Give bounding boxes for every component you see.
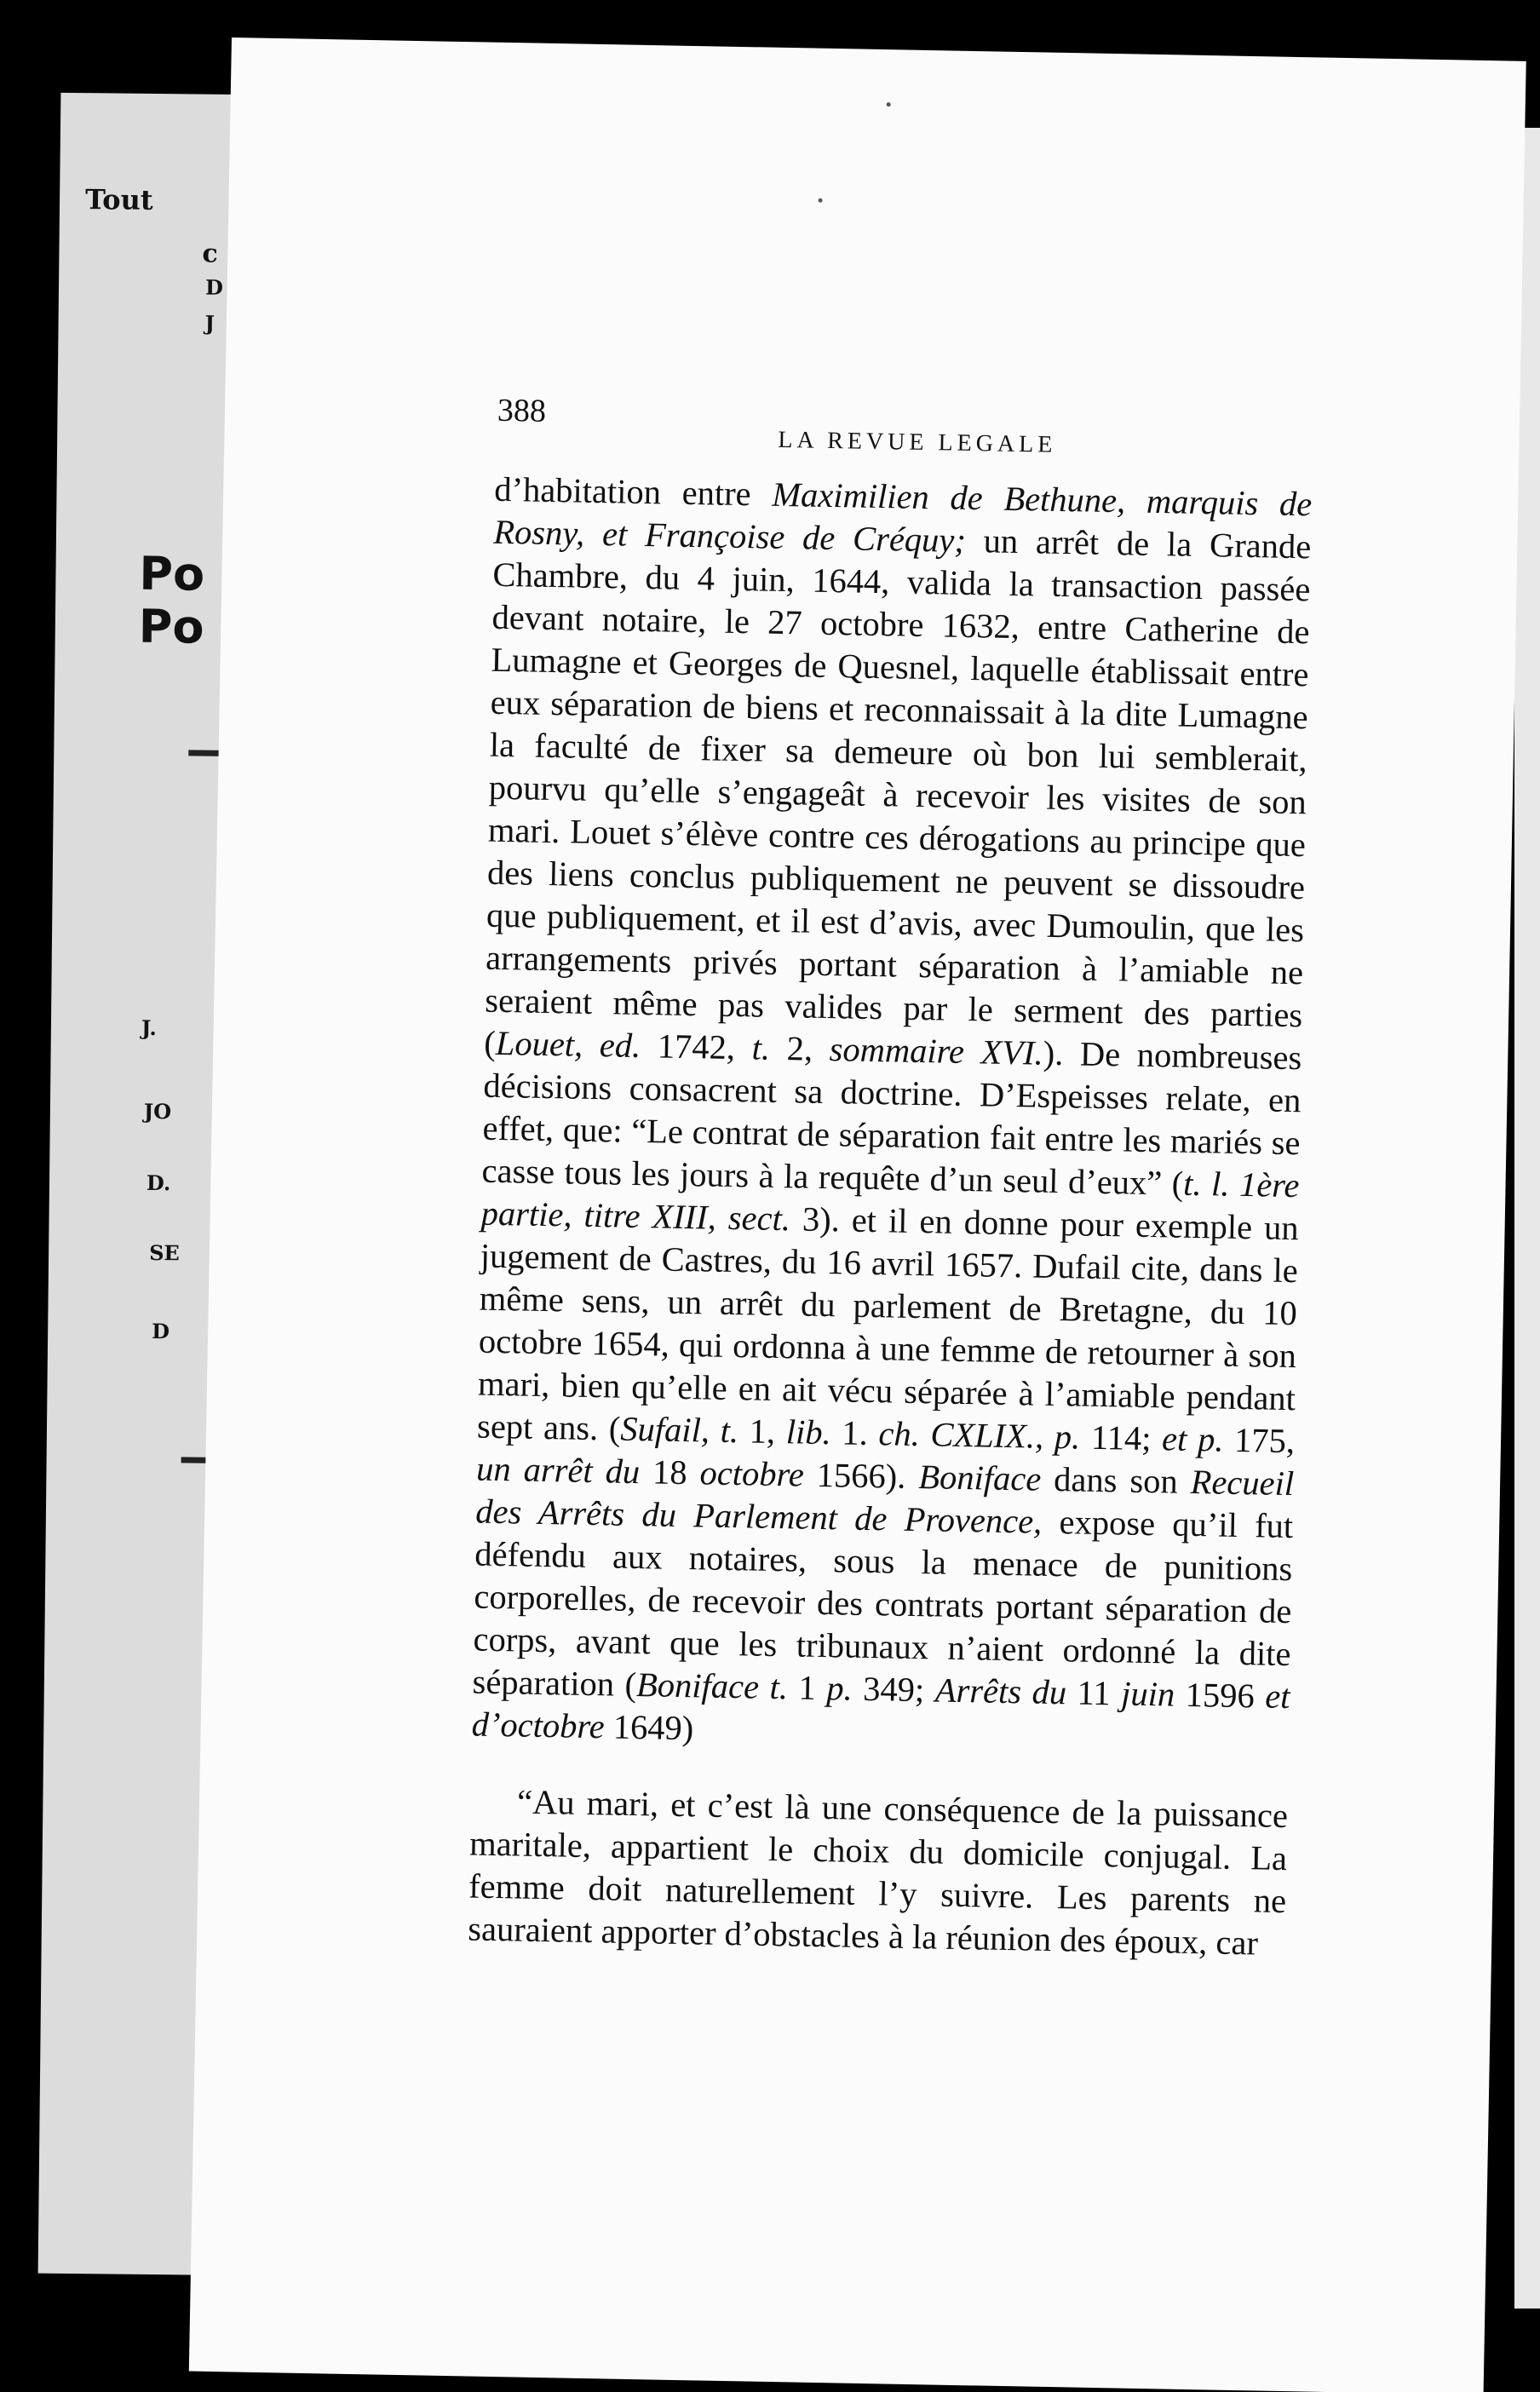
- speck: [887, 102, 891, 106]
- italic-run: t. l. 1ère partie, titre XIII, sect.: [480, 1164, 1300, 1239]
- back-page-fragment: J.: [141, 1015, 157, 1041]
- text-run: 1742,: [640, 1026, 753, 1067]
- italic-run: un arrêt du: [475, 1449, 641, 1492]
- italic-run: ch. CXLIX., p.: [878, 1414, 1081, 1457]
- text-run: 18: [639, 1452, 701, 1492]
- back-page-fragment: JO: [143, 1098, 172, 1124]
- back-page-fragment: D: [204, 274, 223, 300]
- italic-run: Sufail, t.: [619, 1409, 739, 1451]
- back-page-fragment: Po: [139, 546, 205, 601]
- text-run: “Au mari, et c’est là une conséquence de la puissance maritale, appartient le choix du domicile conjugal. La femme doit naturellement l’y suivre. Les parents ne sauraient apporter d’obstacles à la réunion des époux, car: [467, 1782, 1289, 1963]
- text-run: 1566).: [803, 1455, 919, 1497]
- text-run: 114;: [1079, 1417, 1163, 1458]
- italic-run: Boniface: [917, 1458, 1042, 1498]
- back-page-fragment: c: [202, 239, 218, 269]
- back-page-fragment: J: [204, 310, 215, 336]
- italic-run: Maximilien de Bethune, marquis de Rosny, et Françoise de Créquy;: [493, 474, 1313, 560]
- text-run: 1596: [1174, 1675, 1266, 1716]
- back-page-fragment: D: [152, 1319, 170, 1344]
- text-run: expose qu’il fut défendu aux notaires, sous la menace de punitions corporelles, de recevoir des contrats portant séparation de corps, avant que les tribunaux n’aient ordonné la dite séparation (: [472, 1502, 1294, 1705]
- italic-run: t.: [751, 1028, 771, 1067]
- italic-run: Recueil des Arrêts du Parlement de Provence,: [474, 1462, 1295, 1541]
- back-page-fragment: Tout: [84, 183, 153, 216]
- italic-run: p.: [825, 1669, 853, 1708]
- text-run: ). De nombreuses décisions consacrent sa doctrine. D’Espeisses relate, en effet, que: “Le contrat de séparation fait entre les mariés se casse tous les jours à la requête d’un seul d’eux” (: [481, 1033, 1302, 1203]
- back-page-fragment: Po: [138, 599, 204, 654]
- text-run: 175,: [1223, 1420, 1296, 1461]
- text-run: 2,: [769, 1028, 830, 1069]
- running-head: LA REVUE LEGALE: [778, 426, 1057, 458]
- page-number: 388: [497, 392, 547, 429]
- italic-run: Louet, ed.: [495, 1023, 641, 1065]
- page: [189, 37, 1526, 2392]
- italic-run: octobre: [699, 1453, 805, 1494]
- text-run: dans son: [1040, 1459, 1192, 1501]
- italic-run: Arrêts du: [934, 1670, 1067, 1712]
- text-run: 11: [1066, 1673, 1122, 1713]
- italic-run: et d’octobre: [471, 1676, 1290, 1746]
- text-run: d’habitation entre: [493, 469, 773, 514]
- back-page-fragment: SE: [149, 1239, 180, 1266]
- text-run: 1,: [738, 1412, 787, 1452]
- speck: [819, 198, 823, 203]
- italic-run: sommaire XVI.: [829, 1030, 1044, 1072]
- paragraph: [468, 1780, 1289, 1965]
- text-run: 1649): [604, 1707, 694, 1748]
- text-run: 1: [787, 1668, 827, 1708]
- italic-run: et p.: [1161, 1419, 1224, 1459]
- paragraph: [471, 469, 1312, 1761]
- text-run: un arrêt de la Grande Chambre, du 4 juin, 1644, valida la transaction passée devant notaire, le 27 octobre 1632, entre Catherine de Lumagne et Georges de Quesnel, laquelle établissait entre eux séparation de biens et reconnaissait à la dite Lumagne la faculté de fixer sa demeure où bon lui semblerait, pourvu qu’elle s’engageât à recevoir les visites de son mari. Louet s’élève contre ces dérogations au principe que des liens conclus publiquement ne peuvent se dissoudre que publiquement, et il est d’avis, avec Dumoulin, que les arrangements privés portant séparation à l’amiable ne seraient même pas valides par le serment des parties (: [484, 520, 1312, 1062]
- text-run: 349;: [852, 1669, 936, 1710]
- text-run: 1.: [830, 1413, 879, 1453]
- back-page-fragment: D.: [146, 1170, 171, 1196]
- italic-run: juin: [1120, 1674, 1175, 1714]
- body-text: [468, 469, 1313, 1965]
- italic-run: lib.: [785, 1412, 832, 1452]
- text-run: 3). et il en donne pour exemple un jugement de Castres, du 16 avril 1657. Dufail cite, dans le même sens, un arrêt du parlement de Bretagne, du 10 octobre 1654, qui ordonna à une femme de retourner à son mari, bien qu’elle en ait vécu séparée à l’amiable pendant sept ans. (: [476, 1199, 1300, 1448]
- italic-run: Boniface t.: [635, 1665, 789, 1707]
